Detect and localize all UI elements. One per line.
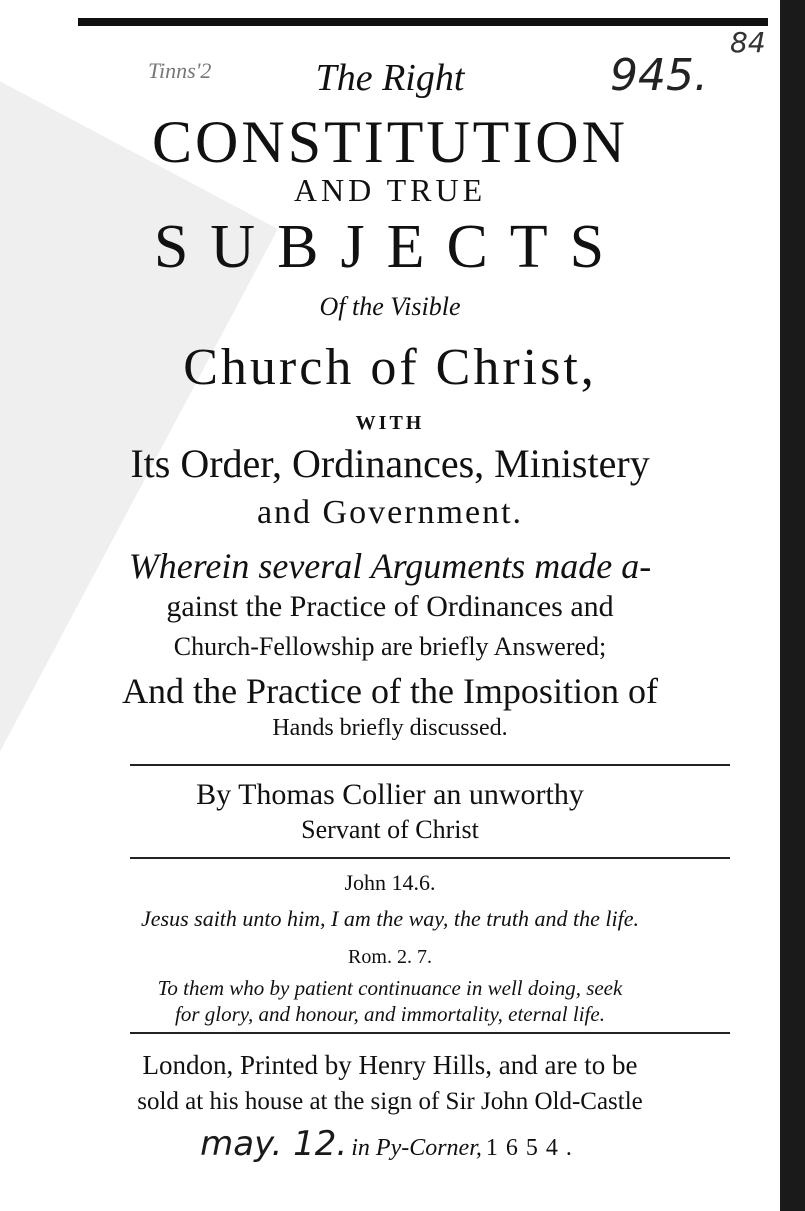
author-line-2: Servant of Christ [301, 815, 479, 844]
title-line-3: AND TRUE [293, 172, 487, 208]
title-line-9: and Government. [256, 494, 524, 531]
imprint-line-2: sold at his house at the sign of Sir John Old-Castle [137, 1088, 643, 1115]
description-line-5: Hands briefly discussed. [272, 715, 508, 741]
epigraph-quote-2-line-1: To them who by patient continuance in well doing, seek [157, 976, 623, 1000]
top-border-rule [78, 18, 768, 26]
corner-annotation: 84 [730, 26, 766, 59]
divider-rule [130, 764, 730, 766]
description-line-2: gainst the Practice of Ordinances and [166, 590, 614, 623]
title-line-2: CONSTITUTION [152, 109, 628, 175]
imprint-year: 1654. [485, 1135, 580, 1161]
epigraph-reference-2: Rom. 2. 7. [348, 946, 432, 968]
description-line-3: Church-Fellowship are briefly Answered; [173, 632, 607, 661]
shelf-number: 945. [610, 50, 708, 101]
imprint-place: in Py-Corner, [351, 1135, 482, 1161]
pencil-annotation: Tinns'2 [148, 58, 212, 83]
epigraph-reference-1: John 14.6. [344, 870, 436, 895]
title-line-6: Church of Christ, [183, 339, 597, 396]
description-line-4: And the Practice of the Imposition of [122, 671, 658, 711]
epigraph-quote-1: Jesus saith unto him, I am the way, the truth and the life. [140, 906, 639, 931]
title-line-5: Of the Visible [319, 292, 461, 321]
author-line-1: By Thomas Collier an unworthy [196, 778, 584, 811]
handwritten-date: may. 12. [200, 1124, 348, 1164]
description-line-1: Wherein several Arguments made a- [128, 546, 652, 586]
title-line-4: SUBJECTS [153, 213, 627, 281]
divider-rule [130, 1032, 730, 1034]
scan-edge [780, 0, 805, 1211]
epigraph-quote-2-line-2: for glory, and honour, and immortality, eternal life. [175, 1002, 605, 1026]
title-line-7: WITH [355, 412, 425, 434]
imprint-line-1: London, Printed by Henry Hills, and are to be [142, 1050, 638, 1080]
divider-rule [130, 857, 730, 859]
title-line-1: The Right [315, 57, 465, 99]
title-line-8: Its Order, Ordinances, Ministery [130, 441, 650, 486]
imprint-line-3 [0, 1124, 780, 1164]
